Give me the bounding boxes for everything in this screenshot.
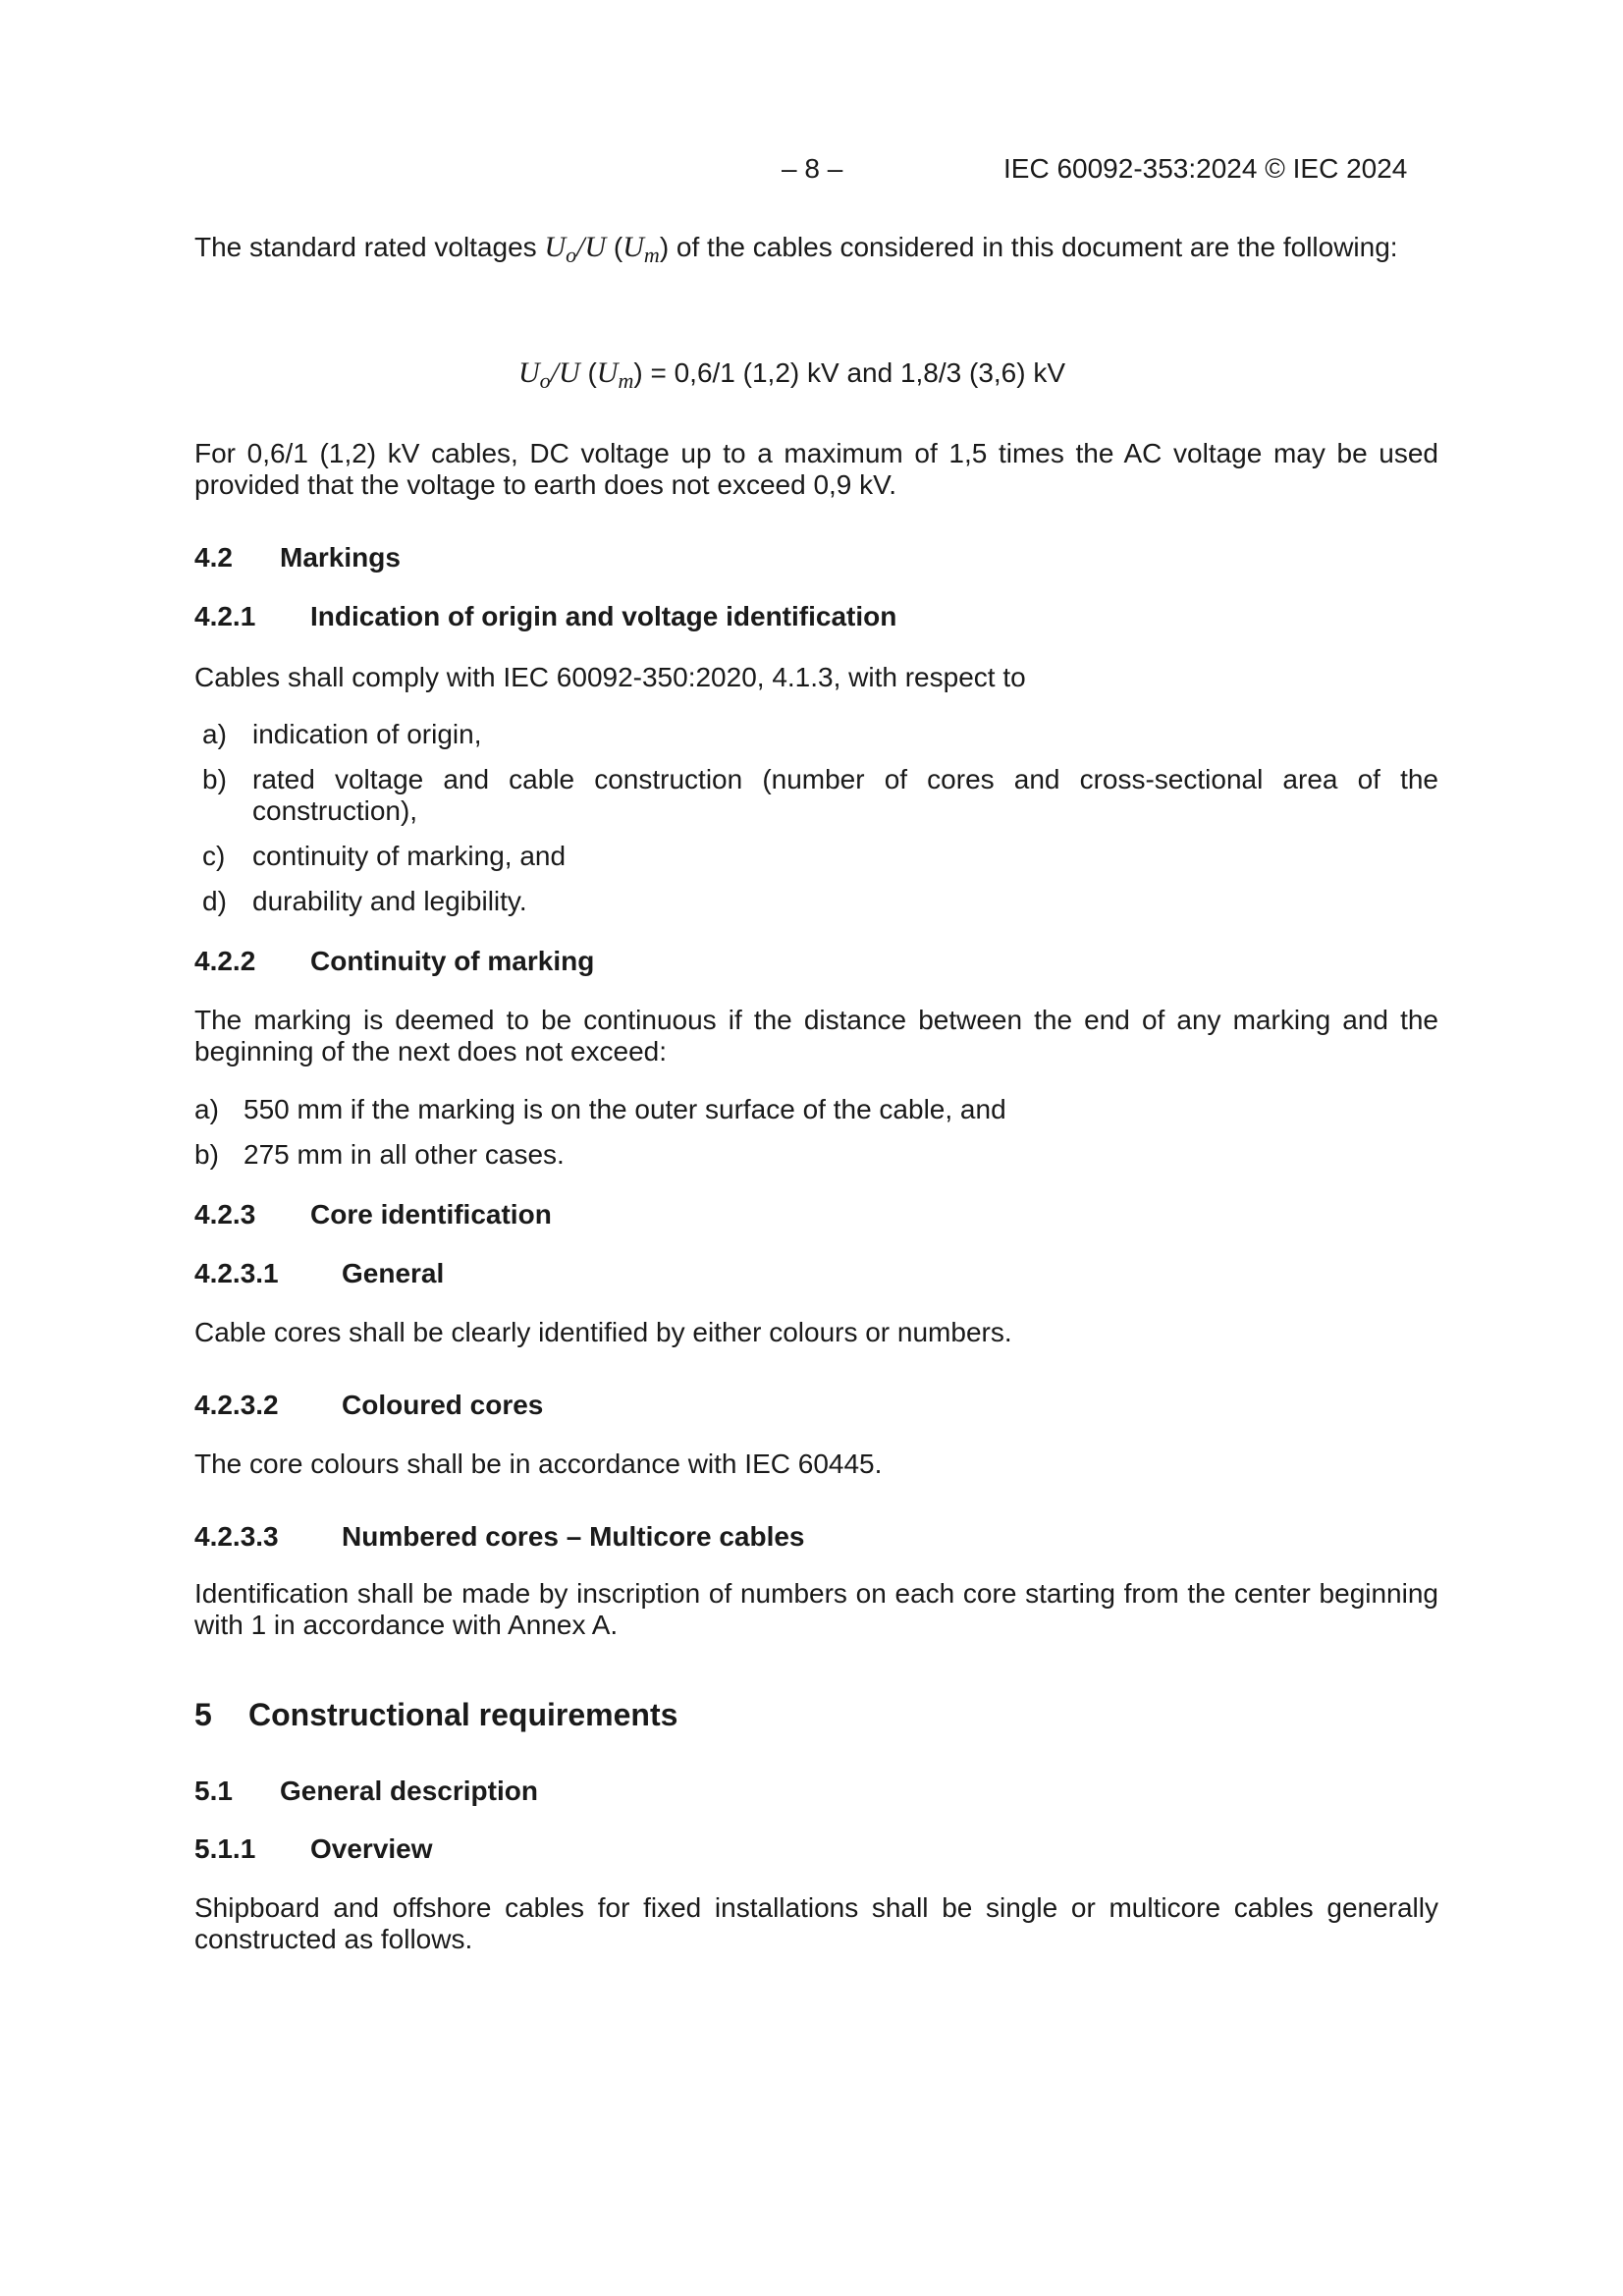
- section-title-4-2-3-1: General: [342, 1258, 445, 1288]
- section-number-4-2-3-1: 4.2.3.1: [194, 1258, 279, 1288]
- document-reference: IEC 60092-353:2024 © IEC 2024: [1003, 153, 1408, 184]
- section-title-4-2-3-2: Coloured cores: [342, 1390, 544, 1420]
- intro-text-after: of the cables considered in this document are the following:: [669, 232, 1398, 262]
- list-item-text: continuity of marking, and: [252, 841, 567, 871]
- section-4-2-3-3-body: Identification shall be made by inscription of numbers on each core starting from the center beginning with 1 in accordance with Annex A.: [194, 1578, 1438, 1640]
- section-4-2-2-intro: The marking is deemed to be continuous if the distance between the end of any marking and the beginning of the next does not exceed:: [194, 1005, 1438, 1066]
- page-number: – 8 –: [782, 153, 843, 184]
- section-number-5-1: 5.1: [194, 1776, 233, 1806]
- section-title-5-1-1: Overview: [310, 1833, 433, 1864]
- list-item-text: durability and legibility.: [252, 886, 527, 916]
- section-4-2-1-intro: Cables shall comply with IEC 60092-350:2020, 4.1.3, with respect to: [194, 662, 1026, 692]
- list-item-label: d): [202, 886, 227, 916]
- section-number-4-2-3: 4.2.3: [194, 1199, 256, 1230]
- dc-voltage-paragraph: For 0,6/1 (1,2) kV cables, DC voltage up to a maximum of 1,5 times the AC voltage may be used provided that the voltage to earth does not exceed 0,9 kV.: [194, 438, 1438, 500]
- list-item-label: a): [202, 719, 227, 749]
- section-number-4-2-3-2: 4.2.3.2: [194, 1390, 279, 1420]
- list-item-text: rated voltage and cable construction (number of cores and cross-sectional area of the construction),: [252, 764, 1438, 826]
- section-number-5: 5: [194, 1697, 212, 1732]
- section-title-5-1: General description: [280, 1776, 538, 1806]
- list-item-label: b): [202, 764, 227, 794]
- list-item-label: b): [194, 1139, 219, 1170]
- section-title-4-2-2: Continuity of marking: [310, 946, 595, 976]
- voltage-formula: $U_o/U$ $(U_m) = 0,6/1$ (1,2) kV and 1,8/3 (3,6) kV: [518, 356, 1066, 393]
- list-item-label: a): [194, 1094, 219, 1124]
- list-item-text: 275 mm in all other cases.: [243, 1139, 565, 1170]
- section-number-4-2-2: 4.2.2: [194, 946, 256, 976]
- section-title-4-2: Markings: [280, 542, 401, 573]
- section-number-4-2-1: 4.2.1: [194, 601, 256, 631]
- section-title-4-2-1: Indication of origin and voltage identification: [310, 601, 897, 631]
- section-5-1-1-body: Shipboard and offshore cables for fixed installations shall be single or multicore cables generally constructed as follows.: [194, 1892, 1438, 1954]
- section-number-4-2: 4.2: [194, 542, 233, 573]
- section-4-2-3-1-body: Cable cores shall be clearly identified by either colours or numbers.: [194, 1317, 1012, 1347]
- section-title-4-2-3: Core identification: [310, 1199, 552, 1230]
- voltage-symbol-um: $U_m$: [622, 231, 660, 267]
- section-number-5-1-1: 5.1.1: [194, 1833, 256, 1864]
- list-item-text: 550 mm if the marking is on the outer surface of the cable, and: [243, 1094, 1006, 1124]
- list-item-text: indication of origin,: [252, 719, 482, 749]
- section-number-4-2-3-3: 4.2.3.3: [194, 1521, 279, 1552]
- voltage-symbol-uo: $U_o/U$: [544, 231, 607, 267]
- intro-paragraph: The standard rated voltages $U_o/U$ $(U_m)$ of the cables considered in this document are the following:: [194, 231, 1398, 267]
- section-4-2-3-2-body: The core colours shall be in accordance with IEC 60445.: [194, 1449, 883, 1479]
- intro-text-before: The standard rated voltages: [194, 232, 545, 262]
- list-item-label: c): [202, 841, 226, 871]
- section-title-4-2-3-3: Numbered cores – Multicore cables: [342, 1521, 805, 1552]
- section-title-5: Constructional requirements: [248, 1697, 678, 1732]
